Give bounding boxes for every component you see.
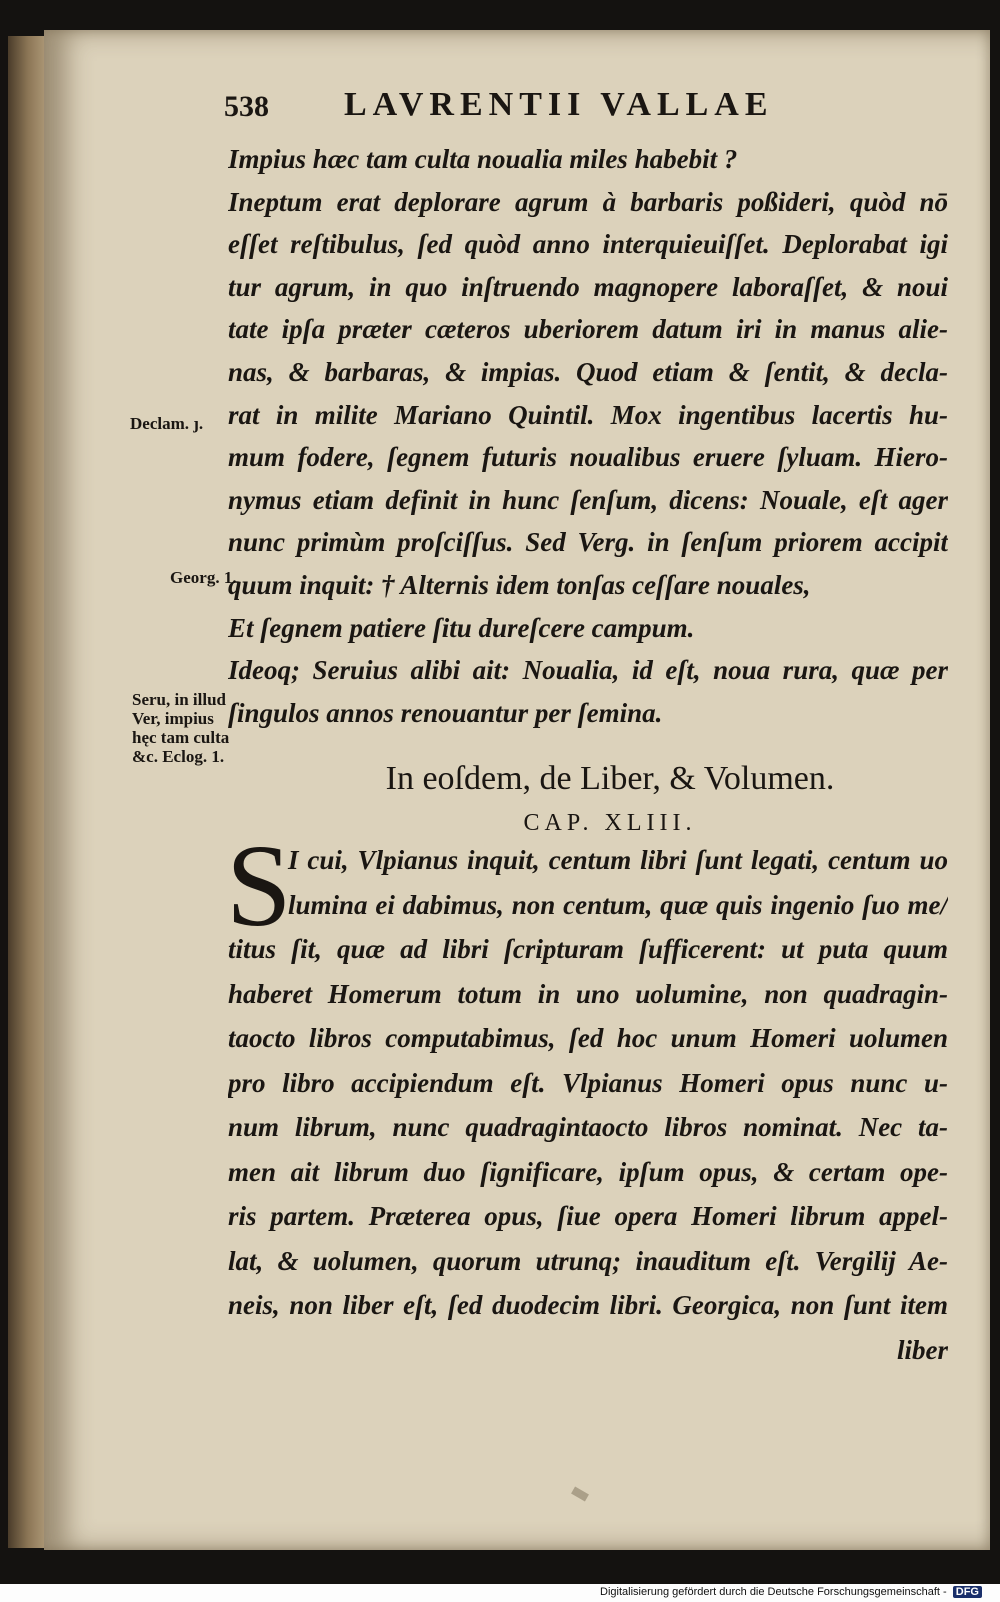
text-line: ris partem. Præterea opus, ſiue opera Homeri librum appel- [228,1201,948,1231]
body-text [228,138,948,734]
margin-note-line: &c. Eclog. 1. [132,747,225,766]
text-line: Ineptum erat deplorare agrum à barbaris poßideri, quòd nō [228,186,948,217]
catchword: liber [897,1334,948,1365]
text-line: mum fodere, ſegnem futuris noualibus eruere ſyluam. Hiero- [228,442,948,473]
text-line: neis, non liber eſt, ſed duodecim libri. Georgica, non ſunt item [228,1290,948,1320]
text-line: rat in milite Mariano Quintil. Mox ingentibus lacertis hu- [228,399,948,430]
text-line: nymus etiam definit in hunc ſenſum, dicens: Nouale, eſt ager [228,484,948,515]
text-line: lumina ei dabimus, non centum, quæ quis ingenio ſuo me/ [288,889,948,920]
dfg-logo: DFG [953,1586,982,1598]
page-number: 538 [224,90,269,123]
page-header [224,86,964,130]
text-line: titus ſit, quæ ad libri ſcripturam ſufficerent: ut puta quum [228,934,948,964]
running-head: LAVRENTII VALLAE [344,86,774,123]
text-line: tur agrum, in quo inſtruendo magnopere laboraſſet, & noui [228,271,948,302]
text-line: I cui, Vlpianus inquit, centum libri ſunt legati, centum uo [288,845,948,875]
margin-note-declam: Declam. ȷ. [130,414,204,433]
margin-note-line: hęc tam culta [132,728,230,747]
text-line: lat, & uolumen, quorum utrunq; inauditum eſt. Vergilij Ae- [228,1245,948,1276]
text-line: nunc primùm proſciſſus. Sed Verg. in ſenſum priorem accipit [228,527,948,558]
text-line: pro libro accipiendum eſt. Vlpianus Homeri opus nunc u- [228,1067,948,1098]
text-line: quum inquit: † Alternis idem tonſas ceſſare nouales, [228,569,811,600]
text-line: tate ipſa præter cæteros uberiorem datum iri in manus alie- [228,314,948,345]
footer-text: Digitalisierung gefördert durch die Deutsche Forschungsgemeinschaft - [600,1586,947,1598]
chapter-title: In eoſdem, de Liber, & Volumen. [385,760,835,797]
margin-note-seru [132,690,229,766]
margin-note-georg: Georg. 1. [170,568,237,587]
text-line: Impius hæc tam culta noualia miles habebit ? [228,144,738,174]
chapter-number: CAP. XLIII. [523,810,697,836]
margin-note-line: Seru, in illud [132,690,227,709]
text-line: num librum, nunc quadragintaocto libros nominat. Nec ta- [228,1112,948,1142]
text-line: Ideoq; Seruius alibi ait: Noualia, id eſt, noua rura, quæ per [228,655,948,686]
drop-cap: S [226,820,292,951]
text-line: eſſet reſtibulus, ſed quòd anno interquieuiſſet. Deplorabat igi [228,229,948,260]
margin-note-line: Ver, impius [132,709,214,728]
text-line: men ait librum duo ſignificare, ipſum opus, & certam ope- [228,1156,948,1187]
text-line: ſingulos annos renouantur per ſemina. [228,697,663,728]
footer-credit [600,1586,982,1598]
text-line: nas, & barbaras, & impias. Quod etiam & ſentit, & decla- [228,356,948,387]
text-line: Et ſegnem patiere ſitu dureſcere campum. [228,612,695,643]
text-line: haberet Homerum totum in uno uolumine, non quadragin- [228,978,948,1009]
text-line: taocto libros computabimus, ſed hoc unum Homeri uolumen [228,1023,948,1053]
